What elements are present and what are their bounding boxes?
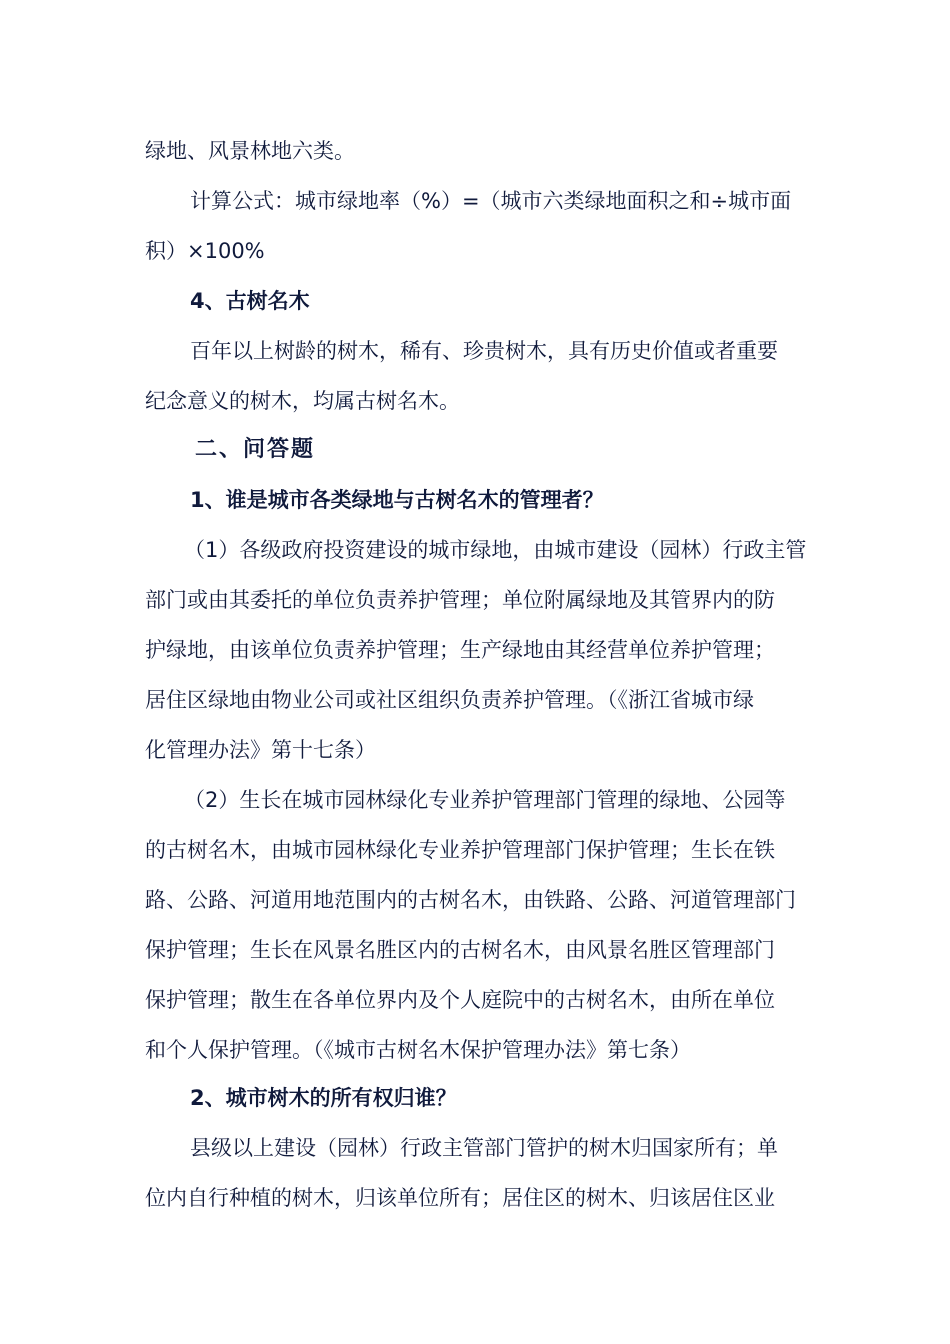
paragraph-line: （1）各级政府投资建设的城市绿地，由城市建设（园林）行政主管 (184, 538, 807, 562)
paragraph-line: 部门或由其委托的单位负责养护管理；单位附属绿地及其管界内的防 (145, 588, 775, 612)
formula-line: 计算公式：城市绿地率（%）=（城市六类绿地面积之和÷城市面 (190, 189, 792, 213)
paragraph-line: 居住区绿地由物业公司或社区组织负责养护管理。（《浙江省城市绿 (145, 688, 754, 712)
subheading: 4、古树名木 (190, 289, 310, 313)
paragraph-line: 绿地、风景林地六类。 (145, 139, 355, 163)
paragraph-line: 保护管理；生长在风景名胜区内的古树名木，由风景名胜区管理部门 (145, 938, 775, 962)
paragraph-line: （2）生长在城市园林绿化专业养护管理部门管理的绿地、公园等 (184, 788, 786, 812)
question-heading: 1、谁是城市各类绿地与古树名木的管理者？ (190, 488, 604, 512)
paragraph-line: 百年以上树龄的树木，稀有、珍贵树木，具有历史价值或者重要 (190, 339, 778, 363)
paragraph-line: 位内自行种植的树木，归该单位所有；居住区的树木、归该居住区业 (145, 1186, 775, 1210)
paragraph-line: 保护管理；散生在各单位界内及个人庭院中的古树名木，由所在单位 (145, 988, 775, 1012)
paragraph-line: 化管理办法》第十七条） (145, 738, 376, 762)
paragraph-line: 护绿地，由该单位负责养护管理；生产绿地由其经营单位养护管理； (145, 638, 775, 662)
formula-line: 积）×100% (145, 239, 265, 263)
paragraph-line: 路、公路、河道用地范围内的古树名木，由铁路、公路、河道管理部门 (145, 888, 796, 912)
question-heading: 2、城市树木的所有权归谁？ (190, 1086, 457, 1110)
paragraph-line: 纪念意义的树木，均属古树名木。 (145, 389, 460, 413)
paragraph-line: 县级以上建设（园林）行政主管部门管护的树木归国家所有；单 (190, 1136, 778, 1160)
section-heading: 二、问答题 (195, 436, 316, 462)
paragraph-line: 的古树名木，由城市园林绿化专业养护管理部门保护管理；生长在铁 (145, 838, 775, 862)
paragraph-line: 和个人保护管理。（《城市古树名木保护管理办法》第七条） (145, 1038, 691, 1062)
